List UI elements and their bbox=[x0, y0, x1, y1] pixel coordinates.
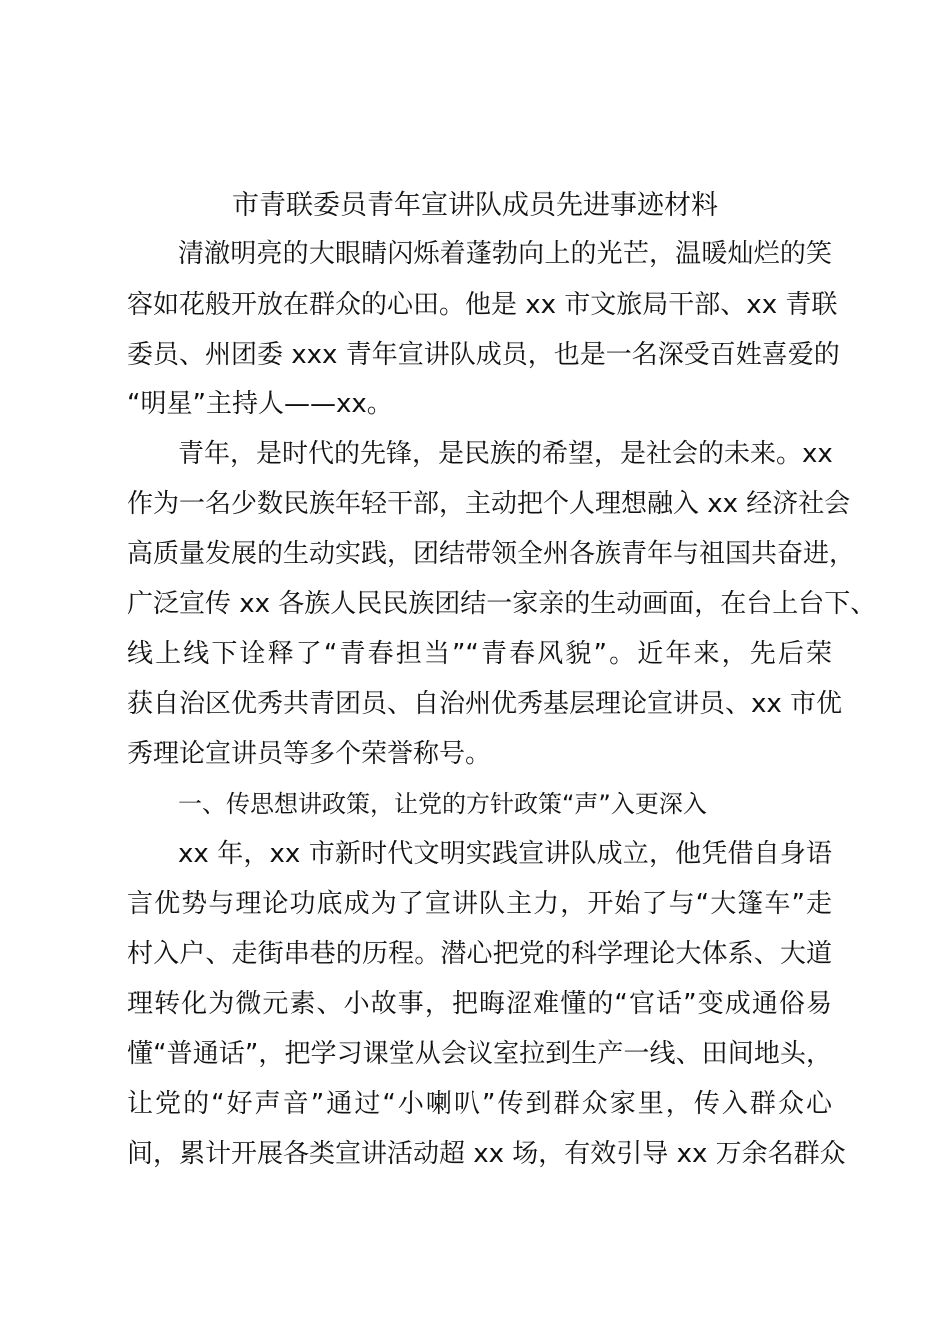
paragraph-line: 青年，是时代的先锋，是民族的希望，是社会的未来。xx bbox=[178, 439, 833, 469]
paragraph-line: 懂“普通话”，把学习课堂从会议室拉到生产一线、田间地头， bbox=[127, 1039, 832, 1069]
paragraph-line: 言优势与理论功底成为了宣讲队主力，开始了与“大篷车”走 bbox=[127, 889, 832, 919]
paragraph-line: 广泛宣传 xx 各族人民民族团结一家亲的生动画面，在台上台下、 bbox=[127, 589, 877, 619]
paragraph-line: 清澈明亮的大眼睛闪烁着蓬勃向上的光芒，温暖灿烂的笑 bbox=[178, 239, 832, 269]
paragraph-line: 作为一名少数民族年轻干部，主动把个人理想融入 xx 经济社会 bbox=[127, 489, 851, 519]
paragraph-line: 高质量发展的生动实践，团结带领全州各族青年与祖国共奋进， bbox=[127, 539, 856, 569]
paragraph-line: “明星”主持人——xx。 bbox=[127, 389, 393, 419]
paragraph-line: 容如花般开放在群众的心田。他是 xx 市文旅局干部、xx 青联 bbox=[127, 290, 838, 320]
paragraph-line: 理转化为微元素、小故事，把晦涩难懂的“官话”变成通俗易 bbox=[127, 989, 832, 1019]
paragraph-line: 间，累计开展各类宣讲活动超 xx 场，有效引导 xx 万余名群众 bbox=[127, 1139, 846, 1169]
paragraph-line: 村入户、走街串巷的历程。潜心把党的科学理论大体系、大道 bbox=[127, 939, 832, 969]
paragraph-line: 获自治区优秀共青团员、自治州优秀基层理论宣讲员、xx 市优 bbox=[127, 689, 843, 719]
section-heading: 一、传思想讲政策，让党的方针政策“声”入更深入 bbox=[178, 790, 707, 818]
document-title: 市青联委员青年宣讲队成员先进事迹材料 bbox=[232, 190, 718, 221]
paragraph-line: xx 年，xx 市新时代文明实践宣讲队成立，他凭借自身语 bbox=[178, 839, 832, 869]
paragraph-line: 线上线下诠释了“青春担当”“青春风貌”。近年来，先后荣 bbox=[127, 639, 832, 669]
paragraph-line: 让党的“好声音”通过“小喇叭”传到群众家里，传入群众心 bbox=[127, 1089, 832, 1119]
paragraph-line: 委员、州团委 xxx 青年宣讲队成员，也是一名深受百姓喜爱的 bbox=[127, 340, 840, 370]
paragraph-line: 秀理论宣讲员等多个荣誉称号。 bbox=[127, 739, 492, 769]
